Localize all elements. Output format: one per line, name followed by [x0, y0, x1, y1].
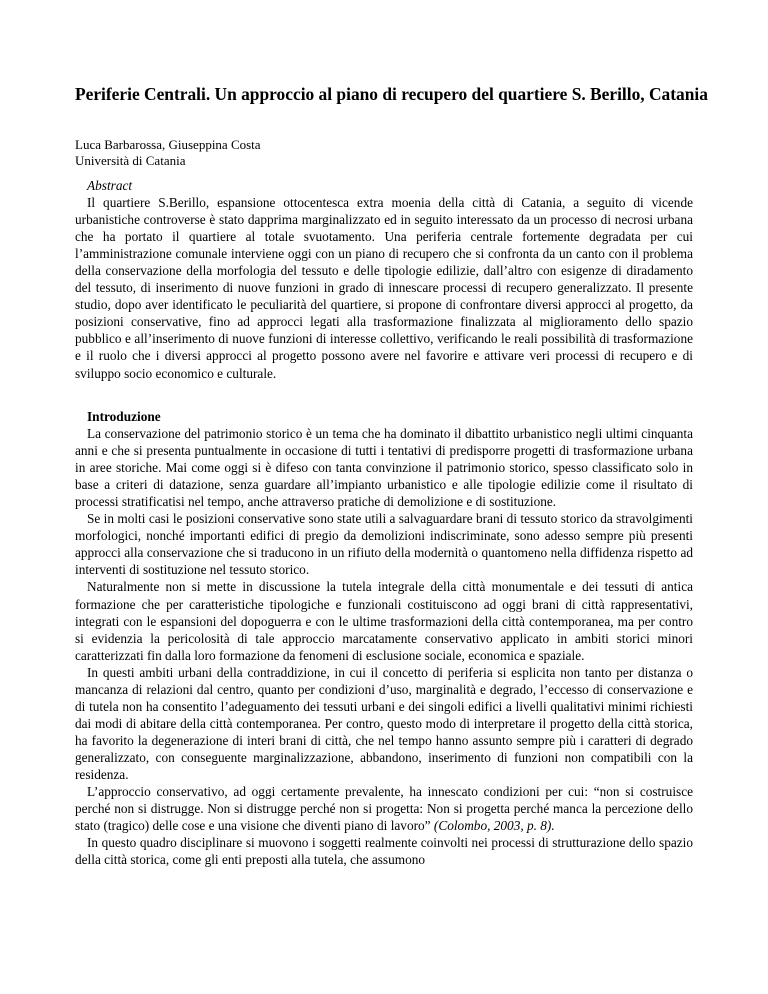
author-names: Luca Barbarossa, Giuseppina Costa: [75, 137, 261, 152]
quote-text: L’approccio conservativo, ad oggi certamente prevalente, ha innescato condizioni per cui: “non si costruisce perché non si distrugge. Non si distrugge perché non si progetta: Non si progetta perché manca la percezione dello stato (tragico) delle cose e una visione che diventi piano di lavoro”: [75, 784, 693, 834]
introduction-section: [75, 408, 693, 868]
abstract-heading: Abstract: [87, 178, 133, 193]
introduction-heading: Introduzione: [87, 409, 161, 424]
citation: (Colombo, 2003, p. 8).: [433, 818, 555, 834]
affiliation: Università di Catania: [75, 153, 186, 168]
intro-paragraph-1: La conservazione del patrimonio storico è un tema che ha dominato il dibattito urbanistico negli ultimi cinquanta anni e che si presenta puntualmente in occasione di tutti i tentativi di predisporre progetti di trasformazione urbana in aree storiche. Mai come oggi si è difeso con tanta convinzione il patrimonio storico, spesso classificato solo in base a criteri di datazione, senza guardare all’impianto urbanistico e alle tipologie edilizie come il risultato di processi stratificatisi nel tempo, anche attraverso pratiche di demolizione e di sostituzione.: [75, 426, 693, 510]
author-block: [75, 137, 261, 169]
intro-paragraph-5: [75, 783, 693, 834]
abstract-section: [75, 177, 693, 382]
intro-paragraph-2: Se in molti casi le posizioni conservative sono state utili a salvaguardare brani di tessuto storico da stravolgimenti morfologici, nonché importanti edifici di pregio da demolizioni indiscriminate, sono adesso sempre più presenti approcci alla conservazione che si traducono in un rifiuto della modernità o quantomeno nella diffidenza rispetto ad interventi di sostituzione nel tessuto storico.: [75, 511, 693, 578]
intro-paragraph-6: In questo quadro disciplinare si muovono i soggetti realmente coinvolti nei processi di strutturazione dello spazio della città storica, come gli enti preposti alla tutela, che assumono: [75, 835, 693, 868]
intro-paragraph-4: In questi ambiti urbani della contraddizione, in cui il concetto di periferia si esplicita non tanto per distanza o mancanza di relazioni dal centro, quanto per condizioni d’uso, marginalità e degrado, l’eccesso di conservazione e di tutela non ha consentito l’adeguamento dei tessuti urbani e dei singoli edifici a livelli qualitativi minimi richiesti dai modi di abitare della città contemporanea. Per contro, questo modo di interpretare il progetto della città storica, ha favorito la degenerazione di interi brani di città, che nel tempo hanno assunto sempre più i caratteri di degrado generalizzato, con conseguente marginalizzazione, abbandono, inserimento di funzioni non compatibili con la residenza.: [75, 664, 693, 782]
paper-title: Periferie Centrali. Un approccio al piano di recupero del quartiere S. Berillo, Catania: [75, 84, 708, 104]
intro-paragraph-3: Naturalmente non si mette in discussione la tutela integrale della città monumentale e dei tessuti di antica formazione che per caratteristiche tipologiche e funzionali costituiscono ad oggi brani di città rappresentativi, integrati con le espansioni del dopoguerra e con le ultime trasformazioni della città contemporanea, ma per contro si evidenzia la pericolosità di tale approccio marcatamente conservativo applicato in ambiti storici minori caratterizzati fin dalla loro formazione da fenomeni di esclusione sociale, economica e spaziale.: [75, 579, 693, 663]
abstract-text: Il quartiere S.Berillo, espansione ottocentesca extra moenia della città di Catania, a seguito di vicende urbanistiche controverse è stato dapprima marginalizzato ed in seguito interessato da un processo di necrosi urbana che ha portato il quartiere al totale svuotamento. Una periferia centrale fortemente degradata per cui l’amministrazione comunale interviene oggi con un piano di recupero che si confronta da un canto con il problema della conservazione della morfologia del tessuto e delle tipologie edilizie, dall’altro con esigenze di diradamento del tessuto, di inserimento di nuove funzioni in grado di innescare processi di recupero generalizzato. Il presente studio, dopo aver identificato le peculiarità del quartiere, si propone di confrontare diversi approcci al progetto, da posizioni conservative, fino ad approcci legati alla trasformazione finalizzata al miglioramento dello spazio pubblico e all’inserimento di nuove funzioni di interesse collettivo, verificando le reali possibilità di trasformazione e il ruolo che i diversi approcci al progetto possono avere nel favorire e attivare veri processi di recupero e di sviluppo socio economico e culturale.: [75, 195, 693, 381]
